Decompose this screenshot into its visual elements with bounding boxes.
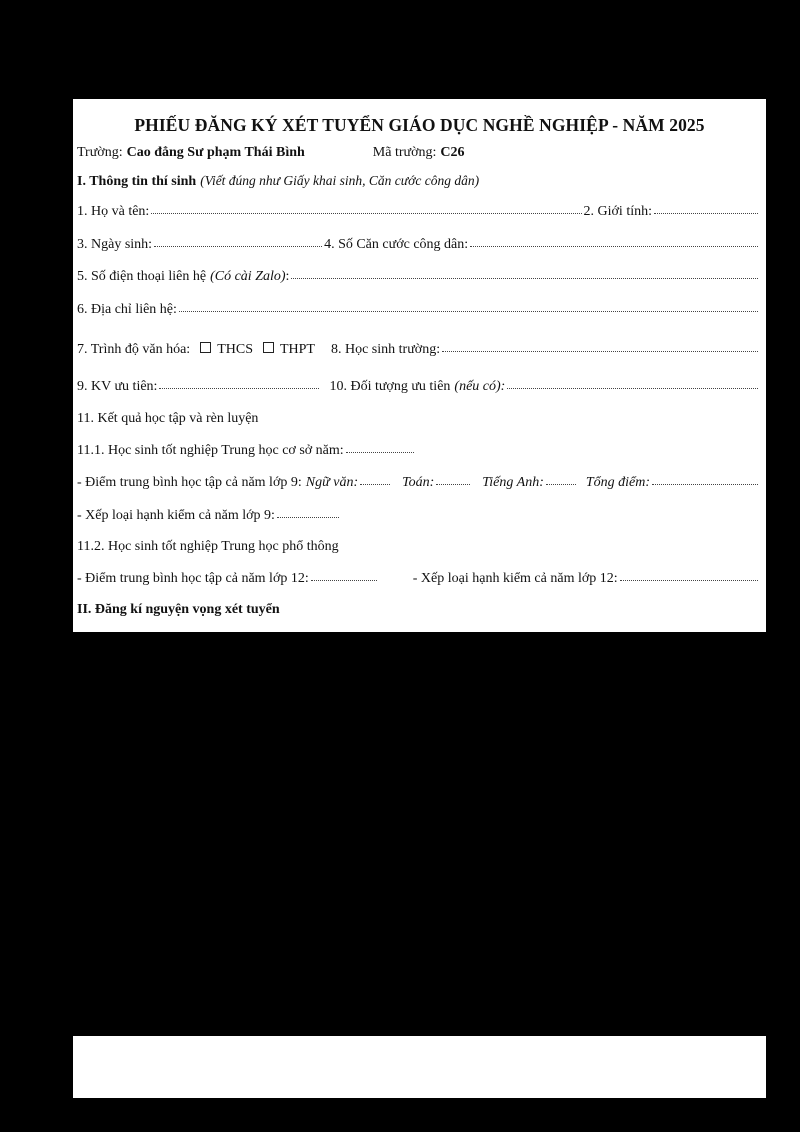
grade9-total-label: Tổng điểm: bbox=[585, 475, 651, 490]
grade12-avg-field[interactable] bbox=[311, 580, 377, 581]
row-lower-secondary bbox=[77, 443, 760, 459]
thcs-option-label: THCS bbox=[217, 342, 253, 357]
phone-field[interactable] bbox=[291, 278, 758, 279]
phone-label: 5. Số điện thoại liên hệ bbox=[77, 269, 207, 284]
priority-group-field[interactable] bbox=[507, 388, 758, 389]
section2-heading bbox=[77, 602, 760, 618]
row-grade9-scores bbox=[77, 475, 760, 491]
thpt-option-label: THPT bbox=[279, 342, 315, 357]
footer-blank-box bbox=[73, 1036, 766, 1098]
form-title: PHIẾU ĐĂNG KÝ XÉT TUYỂN GIÁO DỤC NGHỀ NGHIỆP - NĂM 2025 bbox=[134, 115, 705, 135]
phone-colon: : bbox=[285, 269, 290, 284]
row-phone bbox=[77, 269, 760, 285]
grade9-literature-label: Ngữ văn: bbox=[305, 475, 359, 490]
school-line bbox=[77, 145, 760, 161]
lower-secondary-year-field[interactable] bbox=[346, 452, 414, 453]
address-label: 6. Địa chỉ liên hệ: bbox=[77, 302, 177, 317]
school-code: C26 bbox=[440, 145, 465, 160]
grade9-conduct-label: - Xếp loại hạnh kiểm cả năm lớp 9: bbox=[77, 508, 275, 523]
priority-group-note: (nếu có): bbox=[454, 379, 506, 394]
phone-note: (Có cài Zalo) bbox=[210, 269, 286, 284]
section1-note: (Viết đúng như Giấy khai sinh, Căn cước công dân) bbox=[200, 173, 480, 188]
priority-group-label: 10. Đối tượng ưu tiên bbox=[329, 379, 451, 394]
grade9-conduct-field[interactable] bbox=[277, 517, 339, 518]
gender-label: 2. Giới tính: bbox=[583, 204, 652, 219]
row-grade12 bbox=[77, 571, 760, 587]
section2-title: II. Đăng kí nguyện vọng xét tuyển bbox=[77, 602, 280, 617]
row-address bbox=[77, 302, 760, 318]
registration-form-sheet bbox=[73, 99, 766, 632]
grade9-english-label: Tiếng Anh: bbox=[482, 475, 544, 490]
row-results-heading bbox=[77, 411, 760, 427]
school-name: Cao đẳng Sư phạm Thái Bình bbox=[126, 145, 305, 160]
row-priority bbox=[77, 379, 760, 395]
fullname-label: 1. Họ và tên: bbox=[77, 204, 150, 219]
results-heading: 11. Kết quả học tập và rèn luyện bbox=[77, 411, 259, 426]
grade9-literature-field[interactable] bbox=[360, 484, 390, 485]
row-grade9-conduct bbox=[77, 508, 760, 524]
education-level-label: 7. Trình độ văn hóa: bbox=[77, 342, 191, 357]
priority-area-label: 9. KV ưu tiên: bbox=[77, 379, 158, 394]
grade12-conduct-field[interactable] bbox=[620, 580, 758, 581]
grade12-avg-label: - Điểm trung bình học tập cả năm lớp 12: bbox=[77, 571, 309, 586]
thcs-checkbox[interactable] bbox=[200, 342, 211, 353]
grade9-math-field[interactable] bbox=[436, 484, 470, 485]
thpt-checkbox[interactable] bbox=[263, 342, 274, 353]
dob-label: 3. Ngày sinh: bbox=[77, 237, 153, 252]
row-dob-id bbox=[77, 237, 760, 253]
dob-field[interactable] bbox=[154, 246, 322, 247]
section1-title: I. Thông tin thí sinh bbox=[77, 174, 197, 189]
grade9-english-field[interactable] bbox=[546, 484, 576, 485]
gender-field[interactable] bbox=[654, 213, 758, 214]
row-education bbox=[77, 342, 760, 358]
grade12-conduct-label: - Xếp loại hạnh kiểm cả năm lớp 12: bbox=[412, 571, 618, 586]
row-name-gender bbox=[77, 204, 760, 220]
grade9-math-label: Toán: bbox=[402, 475, 435, 490]
fullname-field[interactable] bbox=[151, 213, 581, 214]
citizen-id-label: 4. Số Căn cước công dân: bbox=[324, 237, 469, 252]
lower-secondary-label: 11.1. Học sinh tốt nghiệp Trung học cơ sở năm: bbox=[77, 443, 344, 458]
school-attended-field[interactable] bbox=[442, 351, 758, 352]
grade9-total-field[interactable] bbox=[652, 484, 758, 485]
priority-area-field[interactable] bbox=[159, 388, 319, 389]
school-attended-label: 8. Học sinh trường: bbox=[330, 342, 441, 357]
address-field[interactable] bbox=[179, 311, 758, 312]
section1-heading bbox=[77, 173, 760, 190]
upper-secondary-label: 11.2. Học sinh tốt nghiệp Trung học phổ thông bbox=[77, 539, 339, 554]
row-upper-secondary bbox=[77, 539, 760, 555]
school-code-label: Mã trường: bbox=[372, 145, 437, 160]
grade9-avg-label: - Điểm trung bình học tập cả năm lớp 9: bbox=[77, 475, 302, 490]
school-label: Trường: bbox=[77, 145, 123, 160]
citizen-id-field[interactable] bbox=[470, 246, 758, 247]
